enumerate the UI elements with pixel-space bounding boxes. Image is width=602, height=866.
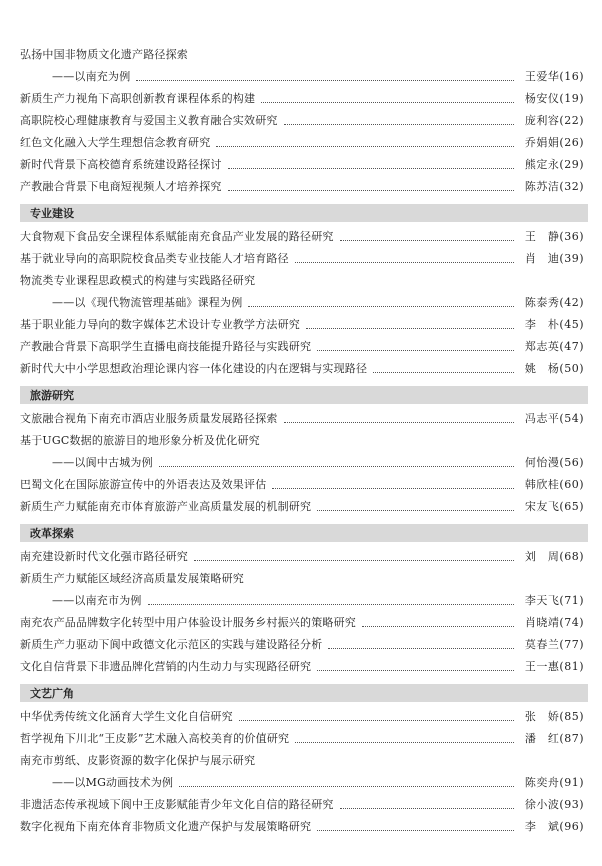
toc-entry[interactable] [20,594,584,608]
entry-subtitle: ——以南充市为例 [52,594,142,607]
toc-entry[interactable] [20,638,584,652]
entry-title: 新质生产力赋能南充市体育旅游产业高质量发展的机制研究 [20,500,312,513]
dot-leader [261,102,514,103]
dot-leader [295,742,514,743]
entry-title: 弘扬中国非物质文化遗产路径探索 [20,48,188,61]
toc-entry[interactable] [20,362,584,376]
toc-entry[interactable] [20,340,584,354]
dot-leader [317,830,514,831]
entry-title: 南充建设新时代文化强市路径研究 [20,550,188,563]
entry-title: 大食物观下食品安全课程体系赋能南充食品产业发展的路径研究 [20,230,334,243]
entry-author-page: 陈泰秀(42) [524,296,584,309]
dot-leader [340,240,514,241]
toc-entry[interactable] [20,776,584,790]
entry-author-page: 王 静(36) [524,230,584,243]
dot-leader [317,670,514,671]
entry-author-page: 肖晓靖(74) [524,616,584,629]
toc-entry[interactable] [20,318,584,332]
entry-title: 新质生产力驱动下阆中政德文化示范区的实践与建设路径分析 [20,638,323,651]
entry-author-page: 冯志平(54) [524,412,584,425]
section-header: 文艺广角 [20,684,588,702]
dot-leader [248,306,514,307]
entry-title: 哲学视角下川北“王皮影”艺术融入高校美育的价值研究 [20,732,290,745]
dot-leader [148,604,514,605]
entry-author-page: 杨安仪(19) [524,92,584,105]
dot-leader [136,80,514,81]
entry-title: 高职院校心理健康教育与爱国主义教育融合实效研究 [20,114,278,127]
dot-leader [317,350,514,351]
entry-subtitle: ——以阆中古城为例 [52,456,153,469]
toc-entry-title-line [20,430,588,452]
dot-leader [228,168,514,169]
dot-leader [295,262,514,263]
dot-leader [362,626,514,627]
entry-title: 新时代大中小学思想政治理论课内容一体化建设的内在逻辑与实现路径 [20,362,368,375]
toc-entry[interactable] [20,732,584,746]
toc-entry[interactable] [20,798,584,812]
toc-entry[interactable] [20,456,584,470]
entry-author-page: 王一惠(81) [524,660,584,673]
entry-author-page: 肖 迪(39) [524,252,584,265]
entry-author-page: 徐小波(93) [524,798,584,811]
entry-author-page: 刘 周(68) [524,550,584,563]
entry-title: 中华优秀传统文化涵育大学生文化自信研究 [20,710,233,723]
entry-author-page: 张 娇(85) [524,710,584,723]
entry-subtitle: ——以MG动画技术为例 [52,776,174,789]
entry-author-page: 何怡漫(56) [524,456,584,469]
entry-title: 文旅融合视角下南充市酒店业服务质量发展路径探索 [20,412,278,425]
toc-entry[interactable] [20,550,584,564]
toc-entry[interactable] [20,616,584,630]
entry-title: 基于职业能力导向的数字媒体艺术设计专业教学方法研究 [20,318,300,331]
entry-title: 产教融合背景下电商短视频人才培养探究 [20,180,222,193]
toc-entry[interactable] [20,114,584,128]
entry-title: 南充市剪纸、皮影资源的数字化保护与展示研究 [20,754,256,767]
entry-title: 新质生产力赋能区域经济高质量发展策略研究 [20,572,244,585]
dot-leader [373,372,514,373]
dot-leader [317,510,514,511]
toc-entry[interactable] [20,70,584,84]
entry-title: 文化自信背景下非遗品牌化营销的内生动力与实现路径研究 [20,660,312,673]
toc-entry[interactable] [20,412,584,426]
toc-entry[interactable] [20,136,584,150]
entry-title: 红色文化融入大学生理想信念教育研究 [20,136,211,149]
entry-author-page: 乔娟娟(26) [524,136,584,149]
entry-author-page: 熊定永(29) [524,158,584,171]
dot-leader [306,328,514,329]
entry-subtitle: ——以《现代物流管理基础》课程为例 [52,296,243,309]
entry-author-page: 韩欣桂(60) [524,478,584,491]
toc-entry[interactable] [20,660,584,674]
toc-entry[interactable] [20,252,584,266]
toc-entry-title-line [20,568,588,590]
entry-author-page: 陈苏洁(32) [524,180,584,193]
dot-leader [284,422,514,423]
toc-entry-title-line [20,44,588,66]
toc-entry[interactable] [20,230,584,244]
entry-author-page: 李天飞(71) [524,594,584,607]
entry-author-page: 庞利容(22) [524,114,584,127]
section-header: 改革探索 [20,524,588,542]
dot-leader [284,124,514,125]
toc-entry-title-line [20,270,588,292]
toc-entry[interactable] [20,158,584,172]
entry-author-page: 宋友飞(65) [524,500,584,513]
dot-leader [194,560,514,561]
toc-entry[interactable] [20,820,584,834]
section-header: 旅游研究 [20,386,588,404]
entry-title: 数字化视角下南充体育非物质文化遗产保护与发展策略研究 [20,820,312,833]
dot-leader [159,466,514,467]
dot-leader [239,720,514,721]
toc-entry[interactable] [20,296,584,310]
entry-title: 基于UGC数据的旅游目的地形象分析及优化研究 [20,434,260,447]
entry-author-page: 潘 红(87) [524,732,584,745]
entry-author-page: 李 朴(45) [524,318,584,331]
toc-entry[interactable] [20,92,584,106]
entry-title: 基于就业导向的高职院校食品类专业技能人才培育路径 [20,252,289,265]
entry-author-page: 姚 杨(50) [524,362,584,375]
entry-author-page: 李 斌(96) [524,820,584,833]
dot-leader [228,190,514,191]
dot-leader [216,146,514,147]
section-header: 专业建设 [20,204,588,222]
toc-entry[interactable] [20,180,584,194]
entry-title: 新质生产力视角下高职创新教育课程体系的构建 [20,92,256,105]
entry-author-page: 陈奕舟(91) [524,776,584,789]
entry-author-page: 莫春兰(77) [524,638,584,651]
dot-leader [328,648,514,649]
entry-title: 非遗活态传承视域下阆中王皮影赋能青少年文化自信的路径研究 [20,798,334,811]
entry-title: 巴蜀文化在国际旅游宣传中的外语表达及效果评估 [20,478,267,491]
entry-author-page: 王爱华(16) [524,70,584,83]
toc-entry[interactable] [20,500,584,514]
entry-author-page: 郑志英(47) [524,340,584,353]
dot-leader [272,488,514,489]
toc-entry-title-line [20,750,588,772]
dot-leader [340,808,514,809]
entry-title: 产教融合背景下高职学生直播电商技能提升路径与实践研究 [20,340,312,353]
entry-title: 新时代背景下高校德育系统建设路径探讨 [20,158,222,171]
dot-leader [179,786,514,787]
entry-title: 南充农产品品牌数字化转型中用户体验设计服务乡村振兴的策略研究 [20,616,356,629]
toc-entry[interactable] [20,478,584,492]
toc-entry[interactable] [20,710,584,724]
entry-subtitle: ——以南充为例 [52,70,131,83]
entry-title: 物流类专业课程思政模式的构建与实践路径研究 [20,274,256,287]
